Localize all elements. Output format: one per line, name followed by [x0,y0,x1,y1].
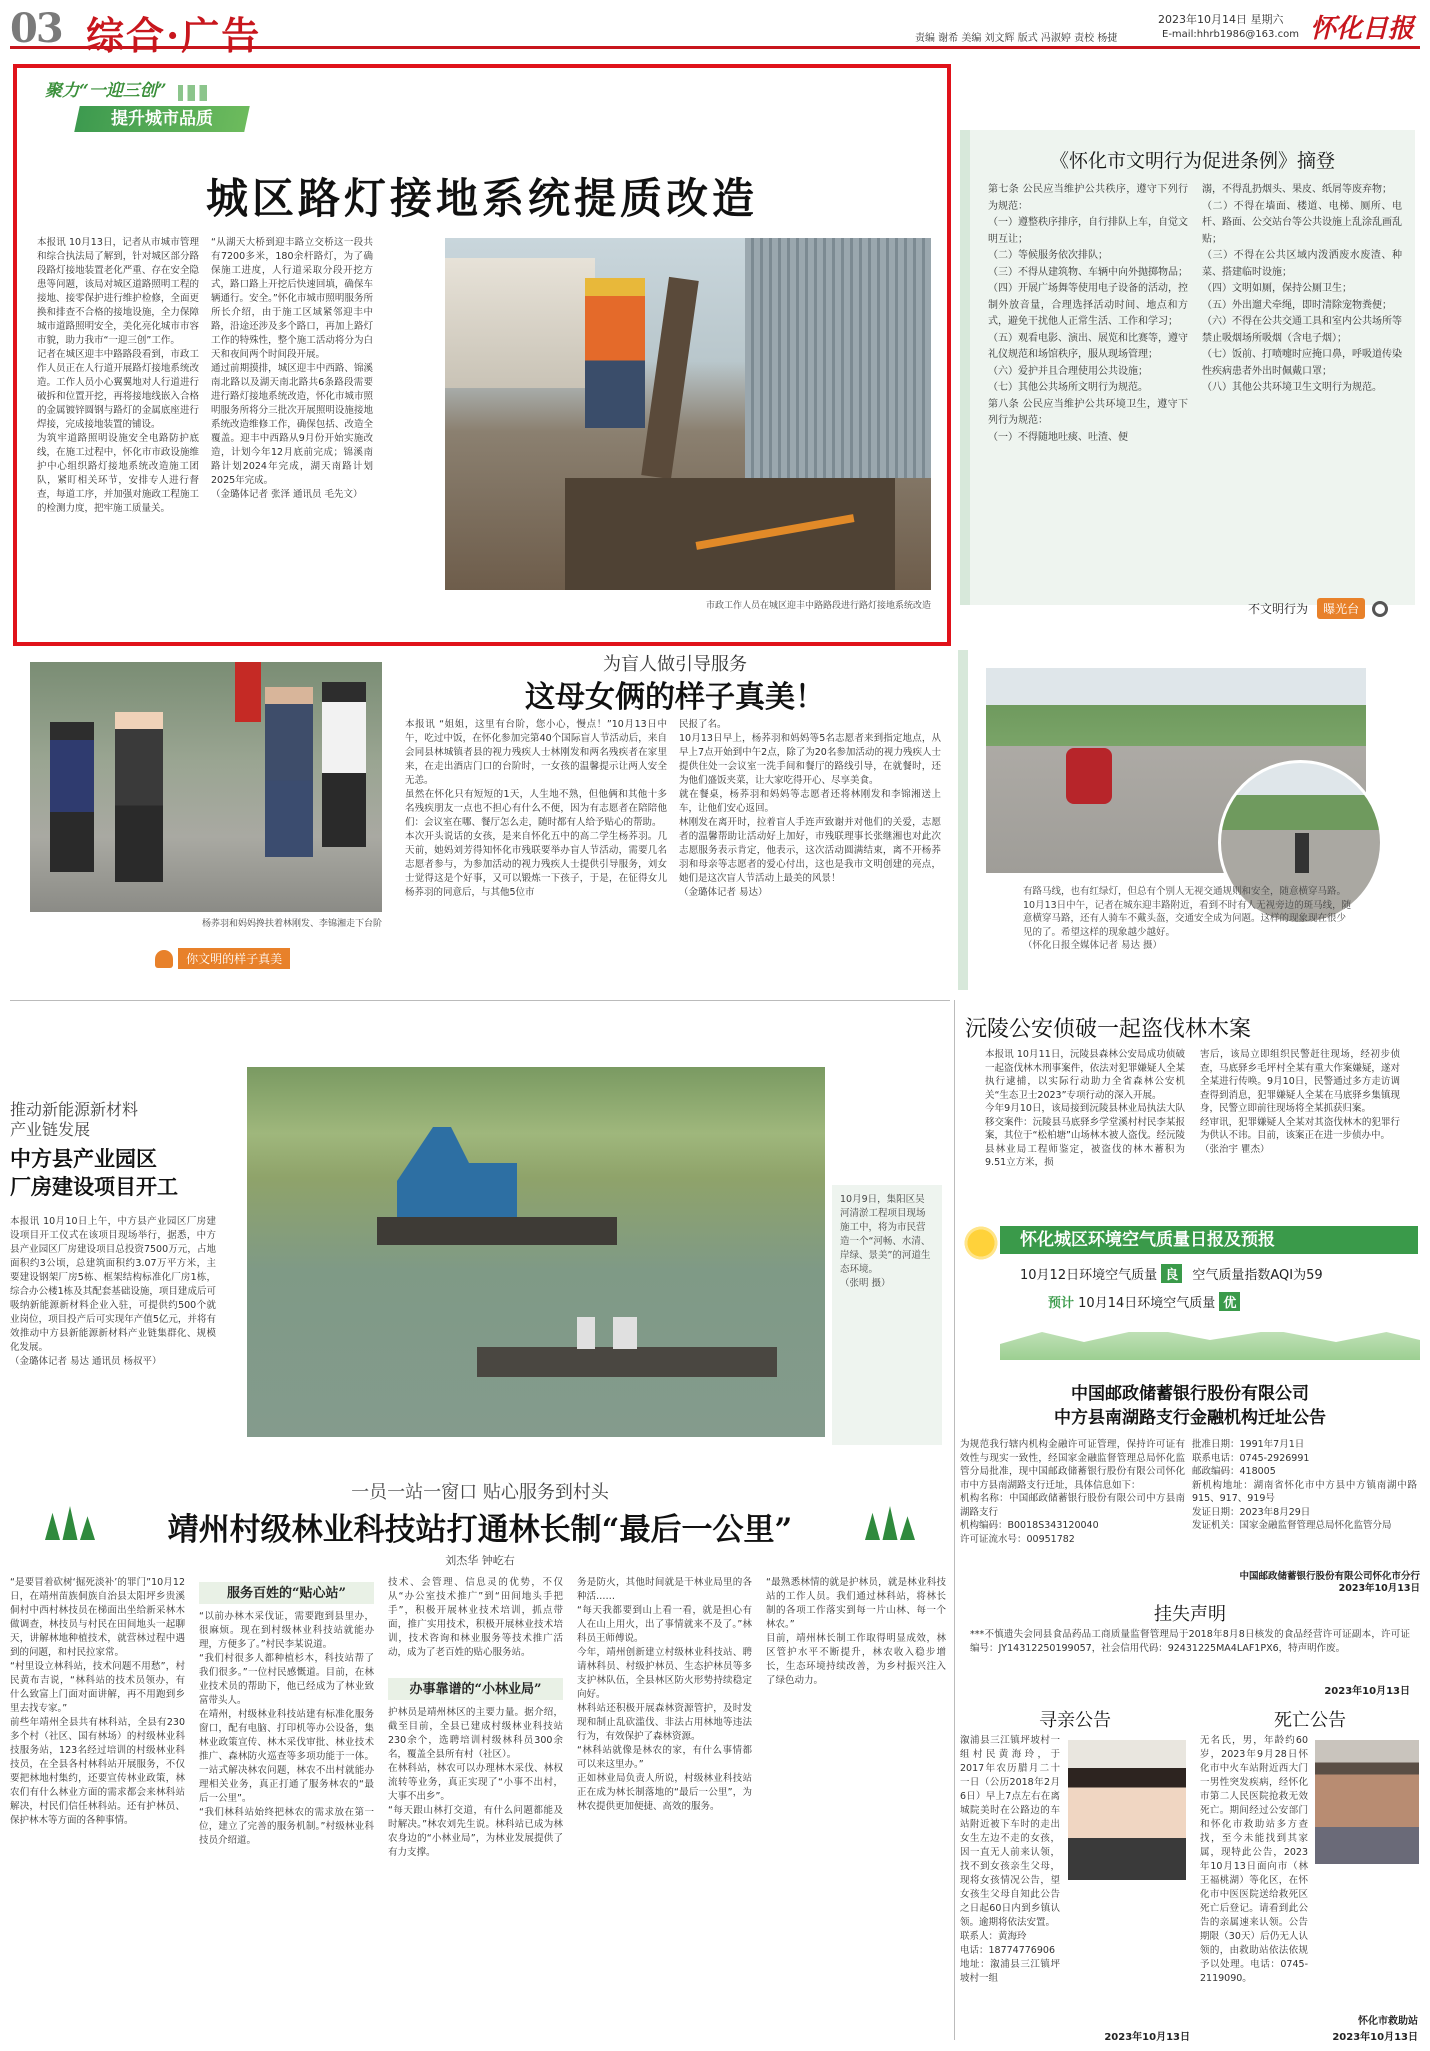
title-line2: 厂房建设项目开工 [10,1174,178,1199]
air-quality-box [960,1222,1420,1372]
section-head-2 [388,1678,563,1700]
pedestrian [1295,833,1309,873]
seek-notice [960,1706,1190,2046]
air-today [1020,1264,1420,1288]
title-line1: 中方县产业园区 [10,1146,157,1171]
person-icon [155,950,173,968]
article-col-1: 本报讯 10月13日，记者从市城市管理和综合执法局了解到，针对城区部分路段路灯接地装置老化严重、存在安全隐患等问题，该局对城区道路照明工程的接地、接零保护进行维护检修，全面更换和排查不合格的接地设施，全力保障城市道路照明安全，美化亮化城市市容市貌，助力我市“一迎三创”工作。 记者在城区迎丰中路路段看到，市政工作人员正在人行道开展路灯接地系统改造。工作人员小心翼翼地对人行道进行破拆和位置开挖，再将接地线嵌入合格的金属镀锌圆钢与路灯的金属底座进行焊接，完成接地装置的铺设。 为筑牢道路照明设施安全电路防护底线，在施工过程中，怀化市市政设施维护中心组织路灯接地系统改造施工团队，紧盯相关环节，安排专人进行督查，每道工序，并加强对施政工程施工的检测力度，把牢施工质量关。 [37,237,199,514]
badge-line2: 提升城市品质 [111,109,213,129]
regulation-col-1: 第七条 公民应当维护公共秩序，遵守下列行为规范： （一）遵整秩序排序，自行排队上车，自觉文明互让； （二）等候服务依次排队； （三）不得从建筑物、车辆中向外抛掷物品； （四）开展广场舞等使用电子设备的活动，控制外放音量，合理选择活动时间、地点和方式，避免干扰他人正常生活、工作和学习； （五）观看电影、演出、展览和比赛等，遵守礼仪规范和场馆秩序，服从现场管理； （六）爱护并且合理使用公共设施； （七）其他公共场所文明行为规范。 第八条 公民应当维护公共环境卫生，遵守下列行为规范： （一）不得随地吐痰、吐渣、便 [988,184,1188,443]
article-title: 城区路灯接地系统提质改造 [205,174,758,223]
death-notice [1200,1706,1420,2046]
person-1 [50,722,94,872]
person-3 [265,687,313,857]
article-col-5: “最熟悉林情的就是护林员，就是林业科技站的工作人员。我们通过林科站，将林长制的各项工作落实到每一片山林、每一个林农。” 目前，靖州林长制工作取得明显成效，林区管护水平不断提升，林农收入稳步增长，生态环境持续改善，为乡村振兴注入了绿色动力。 [766,1577,946,1686]
article-col-1: 本报讯 10月11日，沅陵县森林公安局成功侦破一起盗伐林木刑事案件，依法对犯罪嫌疑人全某执行逮捕，以实际行动助力全省森林公安机关“生态卫士2023”专项行动的深入开展。 今年9月10日，该局接到沅陵县林业局执法大队移交案件：沅陵县马底驿乡学堂溪村村民李某报案，其位于“松柏塘”山场林木被人盗伐。经沅陵县林业局工程师鉴定，被盗伐的林木蓄积为9.51立方米，损 [985,1049,1185,1168]
article-col-2: 害后，该局立即组织民警赶往现场，经初步侦查，马底驿乡毛坪村全某有重大作案嫌疑，遂对全某进行传唤。9月10日，民警通过多方走访调查得到消息，犯罪嫌疑人全某在马底驿乡集镇现身，民警立即前往现场将全某抓获归案。 经审讯，犯罪嫌疑人全某对其盗伐林木的犯罪行为供认不讳。目前，该案正在进一步侦办中。 （张治宇 瞿杰） [1200,1049,1400,1155]
air-today-grade: 良 [1161,1264,1182,1283]
section-title: 综合·广告 [86,13,262,58]
air-title: 怀化城区环境空气质量日报及预报 [1020,1230,1275,1250]
air-tomorrow-grade: 优 [1219,1292,1240,1311]
death-date: 2023年10月13日 [1332,2032,1418,2043]
divider-horizontal [10,1000,950,1001]
fence [745,238,931,478]
jaywalking-caption: 有路马线，也有红绿灯，但总有个别人无视交通规则和安全，随意横穿马路。10月13日中午，记者在城东迎丰路附近，看到不时有人无视旁边的斑马线，随意横穿马路，还有人骑车不戴头盔，交通安全成为问题。这样的现象现在很少见的了。希望这样的现象越少越好。 （怀化日报全媒体记者 易达 摄） [1023,886,1352,951]
air-today-label: 10月12日环境空气质量 [1020,1268,1158,1283]
masthead-email: E-mail:hhrb1986@163.com [1162,29,1299,40]
red-sign [235,662,261,722]
barge-2 [477,1347,777,1377]
section-head-2-label: 办事靠谱的“小林业局” [409,1682,542,1697]
scooter-rider [1066,748,1112,804]
article-col-3: 技术、会管理、信息灵的优势，不仅从“办公室技术推广”到“田间地头手把手”，积极开展林业技术培训，抓点带面，推广实用技术，积极开展林业技术培训，技术咨询和林业服务等技术推广活动，成为了老百姓的贴心服务站。 [388,1577,563,1658]
masthead [10,5,1420,58]
excavator [397,1127,517,1217]
barge-1 [377,1217,617,1245]
air-forecast [1048,1292,1418,1316]
article-col-2: 民报了名。 10月13日早上，杨荞羽和妈妈等5名志愿者来到指定地点，从早上7点开始到中午2点，除了为20名参加活动的视力残疾人士提供住处一会议室一洗手间和餐厅的路线引导，在就餐时，还为他们盛饭夹菜，让大家吃得开心、尽享美食。 就在餐桌，杨荞羽和妈妈等志愿者还将林刚发和李锦湘送上车，让他们安心返回。 林刚发在离开时，拉着盲人手连声致谢并对他们的关爱，志愿者的温馨帮助让活动好上加好，市残联理事长张继湘也对此次志愿服务表示肯定，他表示，这次活动圆满结束，离不开杨荞羽和母亲等志愿者的爱心付出，这也是我市文明创建的亮点，她们是这次盲人节活动上最美的风景！ （金璐体记者 易达） [679,719,941,898]
newspaper-logo: 怀化日报 [1310,14,1415,44]
article-industrial-park [10,1045,950,1450]
lost-title: 挂失声明 [1154,1604,1226,1625]
dredging-caption: 10月9日，集阳区吴河清淤工程项目现场施工中，将为市民营造一个“河畅、水清、岸绿、景美”的河道生态环境。 （张明 摄） [840,1194,931,1289]
exposure-label: 不文明行为 [1248,602,1309,616]
death-body: 无名氏，男，年龄约60岁，2023年9月28日怀化市中火车站附近西大门一男性突发疾病，经怀化市第二人民医院抢救无效死亡。期间经过公安部门和怀化市救助站多方查找，至今未能找到其家属，现特此公告，2023年10月13日面向市（林王福桃湖）等化区，在怀化市中医医院送给救死区死亡后登记。请看到此公告的亲属速来认领。公告期限（30天）后仍无人认领的，由救助站依法依规予以处理。电话：0745-2119090。 [1200,1735,1308,1984]
photo-side-panel [832,1185,942,1445]
kicker-line1: 推动新能源新材料 [10,1100,139,1119]
person-2 [115,712,163,882]
seek-body: 溆浦县三江镇坪坡村一组村民黄海玲，于2017年农历腊月二十一日（公历2018年2月6日）早上7点左右在离城院美时在公路边的车站附近被下车时的走出女生左边不走的女孩，因一直无人前来认领，找不到女孩亲生父母，现将女孩情况公告，望女孩生父母自知此公告之日起60日内到乡镇认领。逾期将依法安置。 联系人：黄海玲 电话：18774776906 地址：溆浦县三江镇坪坡村一组 [960,1735,1060,1984]
building [445,258,595,388]
bank-notice [960,1382,1420,1592]
article-body: 本报讯 10月10日上午，中方县产业园区厂房建设项目开工仪式在该项目现场举行，据悉，中方县产业园区厂房建设项目总投资7500万元，占地面积约3公顷，总建筑面积约3.07万平方米，主要建设钢架厂房5栋、框架结构标准化厂房1栋，综合办公楼1栋及其配套基础设施，项目建成后可吸纳新能源新材料企业入驻，可提供约500个就业岗位，项目投产后可实现年产值5亿元，并将有效推动中方县新能源新材料产业链集群化、规模化发展。 （金璐体记者 易达 通讯员 杨叔平） [10,1216,216,1367]
badge-line1: 聚力“一迎三创” [45,81,167,101]
article-kicker [10,1100,230,1140]
air-aqi: 空气质量指数AQI为59 [1192,1268,1323,1283]
article-col-4: 务是防火，其他时间就是干林业局里的各种活…… “每天我都要到山上看一看，就是担心有人在山上用火，出了事情就来不及了。”林科员王师傅说。 今年，靖州创新建立村级林业科技站、聘请林科员、村级护林员、生态护林员等多支护林队伍，全县林区防火形势持续稳定向好。 林科站还积极开展森林资源管护，及时发现和制止乱砍滥伐、非法占用林地等违法行为，有效保护了森林资源。 “林科站就像是林农的家，有什么事情都可以来这里办。” 正如林业局负责人所说，村级林业科技站正在成为林长制落地的“最后一公里”，为林农提供更加便捷、高效的服务。 [577,1577,752,1812]
volunteers-photo-caption: 杨荞羽和妈妈搀扶着林刚发、李锦湘走下台阶 [201,919,382,929]
regulation-col-2: 溺，不得乱扔烟头、果皮、纸屑等废弃物； （二）不得在墙面、楼道、电梯、厕所、电杆、路面、公交站台等公共设施上乱涂乱画乱贴； （三）不得在公共区域内泼洒废水废渣、种菜、搭建临时设施； （四）文明如厕，保持公厕卫生； （五）外出遛犬牵绳，即时清除宠物粪便； （六）不得在公共交通工具和室内公共场所等禁止吸烟场所吸烟（含电子烟）； （七）饭前、打喷嚏时应掩口鼻，呼吸道传染性疾病患者外出时佩戴口罩； （八）其他公共环境卫生文明行为规范。 [1202,184,1402,393]
badge-ribbon [74,106,250,132]
seek-title: 寻亲公告 [1039,1710,1111,1731]
bank-col-2: 批准日期：1991年7月1日 联系电话：0745-2926991 邮政编码：418005 新机构地址：湖南省怀化市中方县中方镇南湖中路915、917、919号 发证日期：2023年8月29日 发证机关：国家金融监督管理总局怀化监管分局 [1192,1439,1417,1531]
article-title [10,1145,230,1201]
article-forestry [10,1478,950,2046]
article-streetlight [13,64,951,646]
article-jaywalking [958,650,1418,990]
streetlight-photo [445,238,931,590]
river-dredging-photo [247,1067,825,1437]
sun-icon [960,1222,1002,1264]
air-forecast-tag: 预计 [1048,1296,1075,1311]
exposure-badge: 曝光台 [1317,598,1365,619]
camera-icon [1372,601,1388,617]
bank-sign: 中国邮政储蓄银行股份有限公司怀化市分行 [1239,1571,1420,1582]
bank-title-line1: 中国邮政储蓄银行股份有限公司 [1071,1384,1309,1404]
lost-notice [960,1600,1420,1700]
article-col-2: “从湖天大桥到迎丰路立交桥这一段共有7200多米，180余杆路灯，为了确保施工进度，人行道采取分段开挖方式，路口路上开挖后快速回填，确保车辆通行。安全。”怀化市城市照明服务所所长介绍，由于施工区域紧邻迎丰中路，沿途还涉及多个路口，再加上路灯工作的特殊性，整个施工活动将分为白天和夜间两个时间段开展。 通过前期摸排，城区迎丰中西路、锦溪南北路以及湖天南北路共6条路段需要进行路灯接地系统改造，怀化市城市照明服务所将分三批次开展照明设施接地系统改造维修工作，确保包括、改造全覆盖。迎丰中西路从9月份开始实施改造，计划今年12月底前完成；锦溪南路计划2024年完成，湖天南路计划2025年完成。 （金璐体记者 张泽 通讯员 毛先文） [211,237,373,500]
article-illegal-logging [960,1012,1420,1217]
volunteers-photo [30,662,382,912]
deceased-photo [1315,1740,1419,1864]
lost-body: ***不慎遗失会同县食品药品工商质量监督管理局于2018年8月8日核发的食品经营许可证副本，许可证编号：JY14312250199057，社会信用代码：92431225MA4LAF1PX6，特声明作废。 [970,1629,1410,1654]
article-col-1: “是要冒着砍树‘掘死淡补’的罪门”10月12日，在靖州苗族侗族自治县太阳坪乡贵溪侗村中西村林技员在梯面出坐给新采林木做调查，林技员与村民在田间地头一起聊天，讲解林地种植技术，就营林过程中遇到的问题，和村民拉家常。 “村里设立林科站，技术问题不用愁”，村民黄布吉说，“林科站的技术员领办，有什么致富上门面对面讲解，再不用跑到乡里去找专家。” 前些年靖州全县共有林科站，全县有230多个村（社区、国有林场）的村级林业科技服务站，123名经过培训的村级林业科技员，在全县各村林科站开展服务，不仅要把林地村集约，还要宣传林业政策，林农们有什么林业方面的需求都会来林科站解决，村民们信任林科站。还有护林员、保护林木等方面的各种事情。 [10,1577,185,1826]
skyline-icon [178,85,226,101]
article-title: 这母女俩的样子真美！ [525,680,825,715]
article-volunteers [15,650,960,990]
air-tomorrow-label: 10月14日环境空气质量 [1078,1296,1216,1311]
divider-vertical [954,1000,955,2040]
person-4 [322,682,366,847]
article-subtitle: 一员一站一窗口 贴心服务到村头 [351,1482,609,1503]
page-number: 03 [10,5,62,52]
regulation-title: 《怀化市文明行为促进条例》摘登 [1049,150,1335,172]
workers-on-barge [577,1317,637,1349]
article-col-3b: 护林员是靖州林区的主要力量。据介绍，截至目前，全县已建成村级林业科技站230余个，选聘培训村级林科员300余名，覆盖全县所有村（社区）。 在林科站，林农可以办理林木采伐、林权流转等业务，真正实现了“小事不出村，大事不出乡”。 “每天跟山林打交道，有什么问题都能及时解决。”林农刘先生说。林科站已成为林农身边的“小林业局”，为林业发展提供了有力支撑。 [388,1707,563,1858]
section-head-1 [199,1582,374,1604]
section-head-1-label: 服务百姓的“贴心站” [227,1586,346,1601]
photo-caption: 市政工作人员在城区迎丰中路路段进行路灯接地系统改造 [705,601,931,611]
air-title-band [1000,1226,1418,1254]
tag-label: 你文明的样子真美 [178,948,290,969]
tag-civilized [155,948,365,970]
masthead-editors: 责编 谢希 美编 刘文辉 版式 冯淑婷 责校 杨捷 [915,33,1118,44]
article-title: 靖州村级林业科技站打通林长制“最后一公里” [167,1512,793,1548]
lost-date: 2023年10月13日 [1324,1686,1410,1697]
civility-regulation-box [960,130,1415,605]
exposure-tag [1248,598,1418,624]
seek-date: 2023年10月13日 [1104,2032,1190,2043]
tree-trunk [641,277,699,479]
kicker-line2: 产业链发展 [10,1120,91,1139]
death-title: 死亡公告 [1274,1710,1346,1731]
bank-title-line2: 中方县南湖路支行金融机构迁址公告 [1054,1408,1326,1428]
masthead-date: 2023年10月14日 星期六 [1158,13,1284,26]
article-col-2: “以前办林木采伐证，需要跑到县里办，很麻烦。现在到村级林业科技站就能办理，方便多了。”村民李某说道。 “我们村很多人都种植杉木，科技站帮了我们很多。”一位村民感慨道。目前，在林业技术员的帮助下，他已经成为了林业致富带头人。 在靖州，村级林业科技站建有标准化服务窗口，配有电脑、打印机等办公设备，集林业政策宣传、林木采伐审批、林业技术推广、森林防火巡查等多项功能于一体。一站式解决林农问题，林农不出村就能办理相关业务，真正打通了服务林农的“最后一公里”。 “我们林科站始终把林农的需求放在第一位，建立了完善的服务机制。”村级林业科技员介绍道。 [199,1611,374,1846]
badge-yingsanchuang [45,76,285,100]
article-subtitle: 为盲人做引导服务 [603,654,747,675]
child-photo [1068,1740,1186,1880]
death-sign: 怀化市救助站 [1358,2016,1418,2027]
green-hills [1000,1320,1420,1360]
article-byline: 刘杰华 钟屹右 [445,1554,515,1567]
bank-title [960,1382,1420,1430]
worker [585,278,645,428]
trench [565,478,895,590]
bank-col-1: 为规范我行辖内机构金融许可证管理，保持许可证有效性与现实一致性，经国家金融监督管理总局怀化监管分局批准，现中国邮政储蓄银行股份有限公司怀化市中方县南湖路支行迁址，具体信息如下： 机构名称：中国邮政储蓄银行股份有限公司中方县南湖路支行 机构编码：B0018S343120040 许可证流水号：00951782 [960,1439,1185,1545]
article-title: 沅陵公安侦破一起盗伐林木案 [965,1017,1252,1042]
bank-date: 2023年10月13日 [1338,1583,1420,1594]
article-col-1: 本报讯 “姐姐，这里有台阶，您小心，慢点！”10月13日中午，吃过中饭，在怀化参加完第40个国际盲人节活动后，来自会同县林城镇者县的视力残疾人士林刚发和两名残疾者在家里来，在走出酒店门口的台阶时，一女孩的温馨提示让两人安全无恙。 虽然在怀化只有短短的1天，人生地不熟，但他俩和其他十多名残疾朋友一点也不担心有什么不便，因为有志愿者在陪陪他们：会议室在哪、餐厅怎么走，随时都有人给予贴心的帮助。 本次开头说话的女孩，是来自怀化五中的高二学生杨荞羽。几天前，她妈刘芳得知怀化市残联要举办盲人节活动，需要几名志愿者参与，为参加活动的视力残疾人士提供引导服务，刘女士觉得这是个好事，又可以锻炼一下孩子，于是，在征得女儿杨荞羽的同意后，与其他5位市 [405,719,667,898]
